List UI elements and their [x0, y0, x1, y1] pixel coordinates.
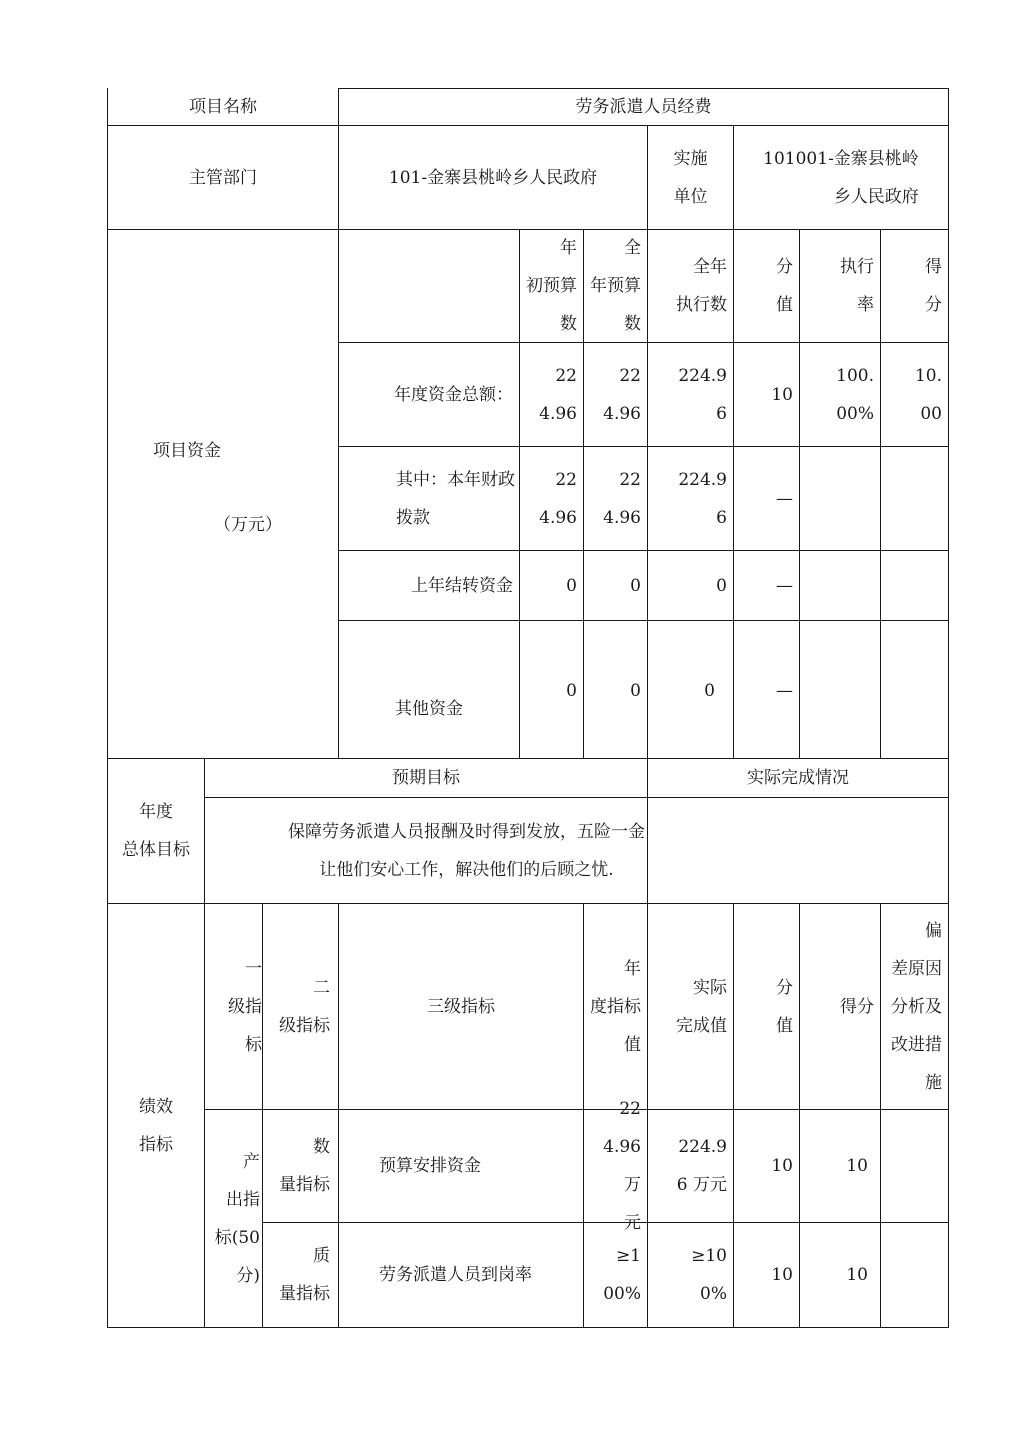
- indicator-target: 22 4.96 万 元: [603, 1099, 641, 1233]
- fund-row-initial: 0: [566, 681, 577, 701]
- indicator-target: ≥1 00%: [603, 1246, 641, 1304]
- fund-row-initial: 22 4.96: [539, 469, 577, 528]
- fund-row-label: 年度资金总额：: [394, 384, 513, 405]
- fund-row-rate: [800, 551, 880, 620]
- impl-unit-label: 实施 单位: [673, 148, 708, 207]
- funds-label-line2: （万元）: [214, 515, 282, 535]
- header-score: 得 分: [925, 257, 942, 315]
- fund-row-score: [881, 621, 948, 758]
- funds-label-line1: 项目资金: [153, 441, 221, 461]
- project-name-value: 劳务派遣人员经费: [575, 97, 712, 117]
- output-indicator-group: 产 出指 标(50 分): [214, 1151, 260, 1286]
- fund-row-annual: 22 4.96: [603, 469, 641, 528]
- funds-label: [108, 230, 338, 758]
- header-target: 年 度指标 值: [590, 958, 641, 1055]
- performance-label: 绩效 指标: [139, 1096, 173, 1155]
- fund-row-initial: 0: [566, 575, 577, 596]
- fund-row-executed: 224.9 6: [678, 469, 727, 528]
- indicator-score-value: 10: [771, 1156, 793, 1176]
- indicator-actual: ≥10 0%: [691, 1246, 727, 1304]
- fund-row-score-value: —: [776, 681, 793, 701]
- project-name-label: 项目名称: [189, 97, 257, 117]
- fund-row-label: 其他资金: [395, 699, 463, 719]
- fund-row-score-value: —: [776, 488, 793, 509]
- fund-row-rate: [800, 447, 880, 550]
- header-deviation: 偏 差原因 分析及 改进措 施: [891, 920, 942, 1093]
- fund-row-rate: [800, 621, 880, 758]
- header-level3: 三级指标: [427, 996, 495, 1017]
- header-annual-budget: 全 年预算 数: [590, 238, 641, 334]
- indicator-level2: 质 量指标: [279, 1246, 330, 1304]
- fund-row-score: [881, 447, 948, 550]
- header-executed: 全年 执行数: [676, 257, 727, 315]
- grid-line: [107, 1327, 949, 1328]
- indicator-level3: 预算安排资金: [379, 1156, 481, 1176]
- goals-label: 年度 总体目标: [122, 802, 190, 860]
- dept-value: 101-金寨县桃岭乡人民政府: [388, 167, 598, 188]
- header-initial-budget: 年 初预算 数: [526, 238, 577, 334]
- fund-row-score-value: 10: [771, 384, 793, 405]
- fund-row-executed: 224.9 6: [678, 365, 727, 424]
- indicator-score: 10: [846, 1265, 868, 1285]
- fund-row-rate: 100. 00%: [836, 365, 874, 424]
- fund-row-annual: 0: [630, 681, 641, 701]
- grid-line: [948, 88, 949, 1328]
- header-level1: 一 级指 标: [228, 958, 262, 1055]
- header-score-value: 分 值: [776, 257, 793, 315]
- expected-goal-text: 保障劳务派遣人员报酬及时得到发放，五险一金 让他们安心工作，解决他们的后顾之忧.: [288, 821, 645, 880]
- indicator-score-value: 10: [771, 1265, 793, 1285]
- actual-completion-text: [648, 798, 948, 903]
- header-level2: 二 级指标: [279, 977, 330, 1036]
- fund-row-executed: 0: [704, 681, 715, 701]
- fund-row-executed: 0: [716, 575, 727, 596]
- dept-label: 主管部门: [189, 167, 257, 188]
- header-exec-rate: 执行 率: [840, 257, 874, 315]
- header-score: 得分: [840, 996, 874, 1017]
- fund-row-annual: 0: [630, 575, 641, 596]
- fund-row-annual: 22 4.96: [603, 365, 641, 424]
- header-actual: 实际 完成值: [676, 977, 727, 1036]
- fund-row-score: [881, 551, 948, 620]
- fund-row-score: 10. 00: [914, 365, 942, 424]
- indicator-level2: 数 量指标: [279, 1137, 330, 1195]
- actual-completion-header: 实际完成情况: [747, 768, 849, 788]
- fund-row-label: 其中：本年财政 拨款: [396, 469, 515, 528]
- indicator-deviation: [881, 1110, 948, 1222]
- expected-goal-header: 预期目标: [392, 768, 460, 788]
- fund-row-score-value: —: [776, 575, 793, 596]
- indicator-deviation: [881, 1223, 948, 1327]
- indicator-level3: 劳务派遣人员到岗率: [379, 1265, 532, 1285]
- indicator-actual: 224.9 6 万元: [676, 1137, 727, 1195]
- header-score-value: 分 值: [776, 977, 793, 1036]
- fund-row-initial: 22 4.96: [539, 365, 577, 424]
- indicator-score: 10: [846, 1156, 868, 1176]
- impl-unit-value: 101001-金寨县桃岭 乡人民政府: [763, 148, 919, 207]
- fund-row-label: 上年结转资金: [411, 575, 513, 596]
